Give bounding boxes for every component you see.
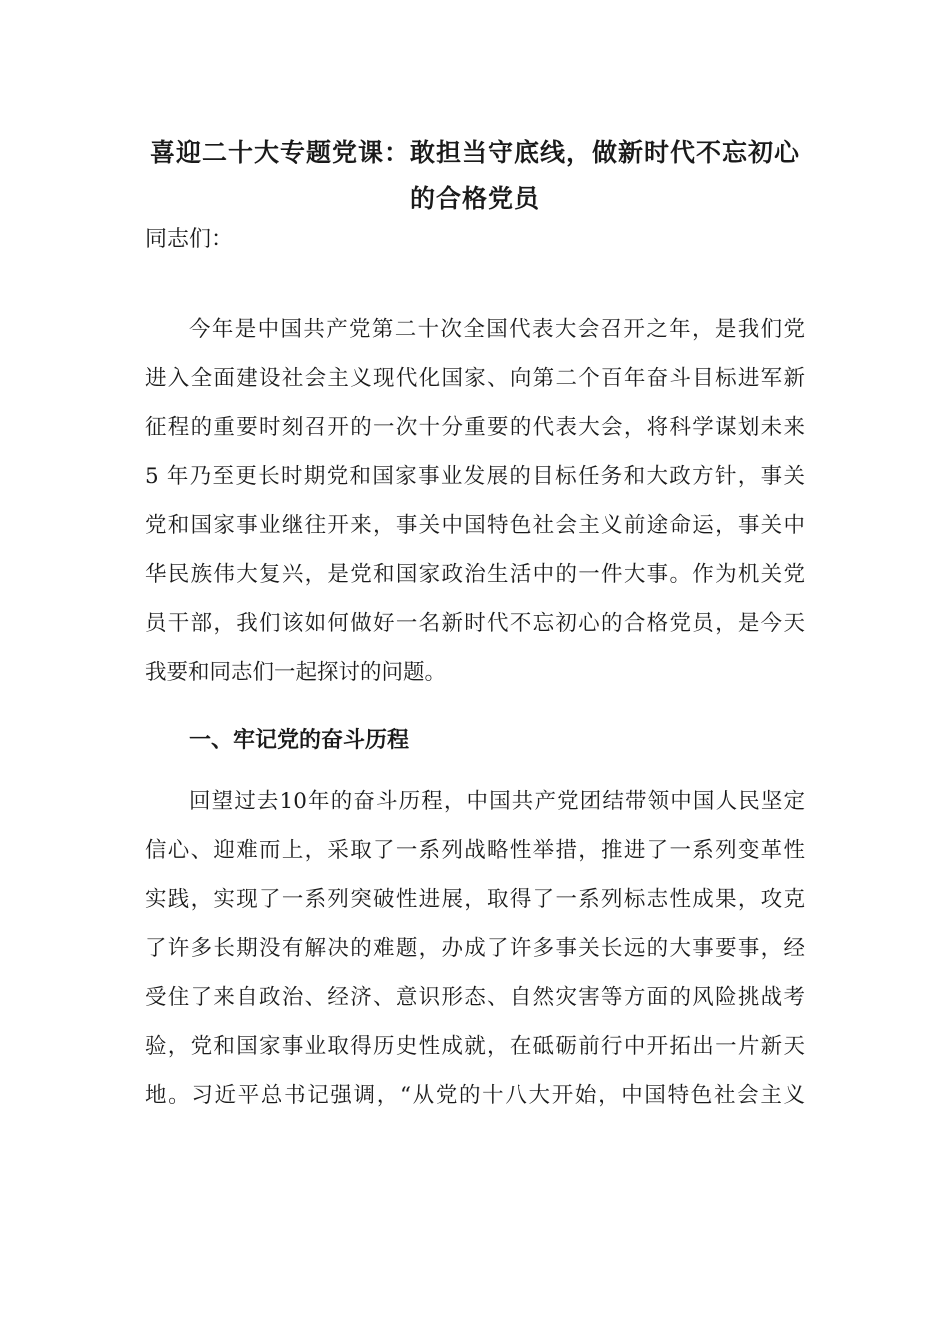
- paragraph-line: 我要和同志们一起探讨的问题。: [145, 660, 447, 685]
- paragraph-line: 回望过去10年的奋斗历程，中国共产党团结带领中国人民坚定: [189, 789, 805, 814]
- paragraph-line: 了许多长期没有解决的难题，办成了许多事关长远的大事要事，经: [145, 936, 805, 961]
- title-line-1: 喜迎二十大专题党课：敢担当守底线，做新时代不忘初心: [149, 138, 800, 167]
- paragraph-line: 地。习近平总书记强调，“从党的十八大开始，中国特色社会主义: [145, 1083, 805, 1108]
- paragraph-line: 受住了来自政治、经济、意识形态、自然灾害等方面的风险挑战考: [145, 985, 805, 1010]
- salutation: 同志们：: [145, 227, 234, 252]
- paragraph-line: 华民族伟大复兴，是党和国家政治生活中的一件大事。作为机关党: [145, 562, 805, 587]
- paragraph-line: 信心、迎难而上，采取了一系列战略性举措，推进了一系列变革性: [145, 838, 805, 863]
- paragraph-intro: [145, 305, 805, 697]
- paragraph-section1: [145, 777, 805, 1120]
- paragraph-line: 征程的重要时刻召开的一次十分重要的代表大会，将科学谋划未来: [145, 415, 805, 440]
- paragraph-line: 党和国家事业继往开来，事关中国特色社会主义前途命运，事关中: [145, 513, 805, 538]
- document-title: [130, 130, 820, 222]
- paragraph-line: 进入全面建设社会主义现代化国家、向第二个百年奋斗目标进军新: [145, 366, 805, 391]
- paragraph-line: 今年是中国共产党第二十次全国代表大会召开之年，是我们党: [189, 317, 805, 342]
- section-heading-1: 一、牢记党的奋斗历程: [189, 727, 410, 753]
- paragraph-line: 员干部，我们该如何做好一名新时代不忘初心的合格党员，是今天: [145, 611, 805, 636]
- paragraph-line: 实践，实现了一系列突破性进展，取得了一系列标志性成果，攻克: [145, 887, 805, 912]
- title-line-2: 的合格党员: [409, 184, 540, 213]
- paragraph-line: 5 年乃至更长时期党和国家事业发展的目标任务和大政方针，事关: [145, 464, 805, 489]
- paragraph-line: 验，党和国家事业取得历史性成就，在砥砺前行中开拓出一片新天: [145, 1034, 805, 1059]
